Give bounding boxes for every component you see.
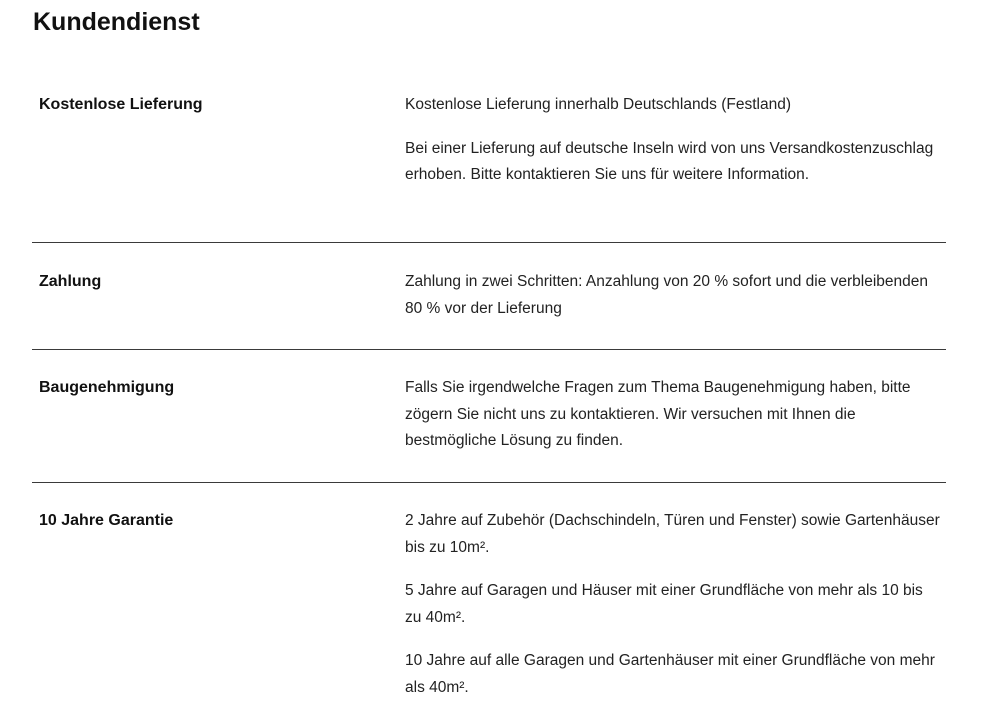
row-label-warranty: 10 Jahre Garantie xyxy=(39,512,174,529)
row-label-building-permit: Baugenehmigung xyxy=(39,379,175,396)
page-title: Kundendienst xyxy=(33,8,200,36)
service-info-table xyxy=(32,84,946,701)
row-content-warranty xyxy=(405,508,946,701)
row-content-payment xyxy=(405,269,946,349)
row-paragraph: Falls Sie irgendwelche Fragen zum Thema Baugenehmigung haben, bitte zögern Sie nicht uns zu kontaktieren. Wir versuchen mit Ihnen die bestmögliche Lösung zu finden. xyxy=(405,379,911,449)
row-paragraph: Zahlung in zwei Schritten: Anzahlung von 20 % sofort und die verbleibenden 80 % vor der Lieferung xyxy=(405,273,929,317)
row-label-payment: Zahlung xyxy=(39,273,102,290)
row-paragraph: Kostenlose Lieferung innerhalb Deutschlands (Festland) xyxy=(405,96,792,113)
service-row-building-permit xyxy=(32,350,946,483)
row-paragraph: 2 Jahre auf Zubehör (Dachschindeln, Türen und Fenster) sowie Gartenhäuser bis zu 10m². xyxy=(405,512,940,556)
service-row-warranty xyxy=(32,483,946,701)
row-content-building-permit xyxy=(405,375,946,482)
row-label-delivery: Kostenlose Lieferung xyxy=(39,96,203,113)
row-content-delivery xyxy=(405,92,946,242)
row-paragraph: 10 Jahre auf alle Garagen und Gartenhäuser mit einer Grundfläche von mehr als 40m². xyxy=(405,652,935,696)
row-paragraph: 5 Jahre auf Garagen und Häuser mit einer Grundfläche von mehr als 10 bis zu 40m². xyxy=(405,582,923,626)
row-paragraph: Bei einer Lieferung auf deutsche Inseln wird von uns Versandkostenzuschlag erhoben. Bitte kontaktieren Sie uns für weitere Information. xyxy=(405,139,934,183)
service-row-payment xyxy=(32,243,946,350)
service-row-delivery xyxy=(32,84,946,243)
